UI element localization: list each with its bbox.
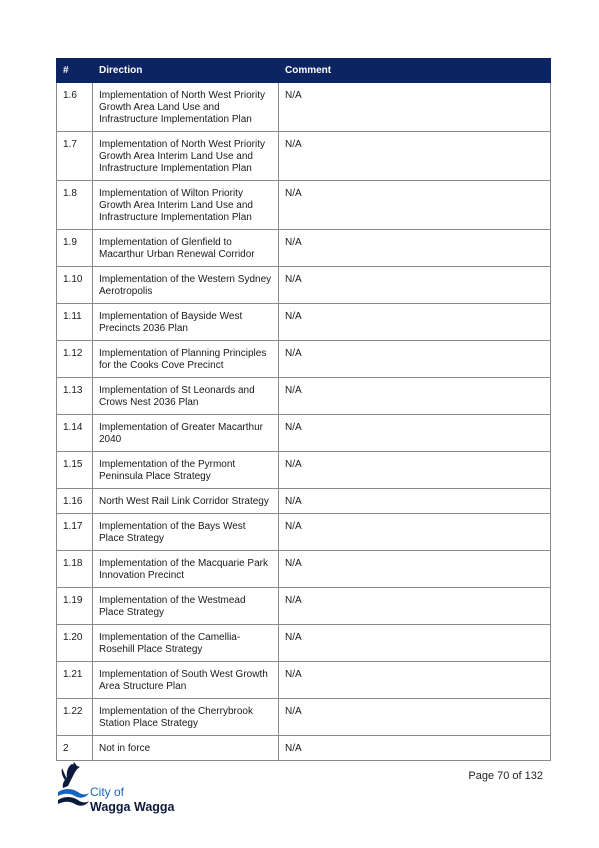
table-row	[57, 230, 551, 267]
row-comment: N/A	[279, 514, 551, 551]
logo-text-city-of: City of	[90, 785, 125, 799]
row-comment: N/A	[279, 415, 551, 452]
table-body	[57, 83, 551, 761]
row-number: 1.13	[57, 378, 93, 415]
row-number: 1.16	[57, 489, 93, 514]
row-number: 1.14	[57, 415, 93, 452]
table-row	[57, 588, 551, 625]
table-row	[57, 83, 551, 132]
row-comment: N/A	[279, 588, 551, 625]
row-comment: N/A	[279, 662, 551, 699]
row-direction: Implementation of Wilton Priority Growth Area Interim Land Use and Infrastructure Implementation Plan	[93, 181, 279, 230]
table-row	[57, 489, 551, 514]
table-row	[57, 699, 551, 736]
table-row	[57, 181, 551, 230]
row-direction: Implementation of the Macquarie Park Innovation Precinct	[93, 551, 279, 588]
table-row	[57, 551, 551, 588]
logo-text-wagga: Wagga Wagga	[90, 800, 175, 814]
page-number: Page 70 of 132	[468, 770, 543, 782]
row-number: 1.10	[57, 267, 93, 304]
table-row	[57, 514, 551, 551]
row-comment: N/A	[279, 304, 551, 341]
crow-logo-icon	[56, 760, 90, 808]
row-direction: Implementation of the Camellia-Rosehill Place Strategy	[93, 625, 279, 662]
row-direction: Implementation of the Cherrybrook Station Place Strategy	[93, 699, 279, 736]
row-comment: N/A	[279, 341, 551, 378]
row-direction: Implementation of the Pyrmont Peninsula Place Strategy	[93, 452, 279, 489]
header-row	[57, 59, 551, 83]
row-direction: Implementation of South West Growth Area Structure Plan	[93, 662, 279, 699]
row-direction: Implementation of Bayside West Precincts 2036 Plan	[93, 304, 279, 341]
row-comment: N/A	[279, 736, 551, 761]
row-number: 1.19	[57, 588, 93, 625]
row-direction: Implementation of Greater Macarthur 2040	[93, 415, 279, 452]
row-number: 2	[57, 736, 93, 761]
table-row	[57, 378, 551, 415]
row-comment: N/A	[279, 132, 551, 181]
row-number: 1.18	[57, 551, 93, 588]
row-direction: North West Rail Link Corridor Strategy	[93, 489, 279, 514]
row-comment: N/A	[279, 452, 551, 489]
row-direction: Implementation of North West Priority Growth Area Interim Land Use and Infrastructure Implementation Plan	[93, 132, 279, 181]
row-number: 1.20	[57, 625, 93, 662]
table-row	[57, 341, 551, 378]
header-direction: Direction	[93, 59, 279, 83]
row-comment: N/A	[279, 625, 551, 662]
row-number: 1.8	[57, 181, 93, 230]
row-comment: N/A	[279, 489, 551, 514]
header-number: #	[57, 59, 93, 83]
table-row	[57, 625, 551, 662]
row-direction: Implementation of Glenfield to Macarthur Urban Renewal Corridor	[93, 230, 279, 267]
header-comment: Comment	[279, 59, 551, 83]
row-direction: Implementation of the Western Sydney Aerotropolis	[93, 267, 279, 304]
directions-table	[56, 58, 551, 761]
table-header	[57, 59, 551, 83]
table-row	[57, 132, 551, 181]
city-logo	[56, 760, 196, 820]
table-row	[57, 304, 551, 341]
row-comment: N/A	[279, 83, 551, 132]
row-number: 1.9	[57, 230, 93, 267]
row-comment: N/A	[279, 699, 551, 736]
row-number: 1.21	[57, 662, 93, 699]
row-direction: Not in force	[93, 736, 279, 761]
row-number: 1.22	[57, 699, 93, 736]
row-direction: Implementation of St Leonards and Crows Nest 2036 Plan	[93, 378, 279, 415]
row-comment: N/A	[279, 181, 551, 230]
row-comment: N/A	[279, 230, 551, 267]
row-direction: Implementation of Planning Principles for the Cooks Cove Precinct	[93, 341, 279, 378]
row-number: 1.6	[57, 83, 93, 132]
table-row	[57, 736, 551, 761]
row-comment: N/A	[279, 551, 551, 588]
row-comment: N/A	[279, 267, 551, 304]
row-number: 1.15	[57, 452, 93, 489]
row-direction: Implementation of the Bays West Place Strategy	[93, 514, 279, 551]
row-number: 1.17	[57, 514, 93, 551]
table-row	[57, 267, 551, 304]
table-row	[57, 662, 551, 699]
table-row	[57, 415, 551, 452]
row-number: 1.7	[57, 132, 93, 181]
row-direction: Implementation of North West Priority Growth Area Land Use and Infrastructure Implementation Plan	[93, 83, 279, 132]
table-row	[57, 452, 551, 489]
row-comment: N/A	[279, 378, 551, 415]
row-direction: Implementation of the Westmead Place Strategy	[93, 588, 279, 625]
row-number: 1.12	[57, 341, 93, 378]
row-number: 1.11	[57, 304, 93, 341]
